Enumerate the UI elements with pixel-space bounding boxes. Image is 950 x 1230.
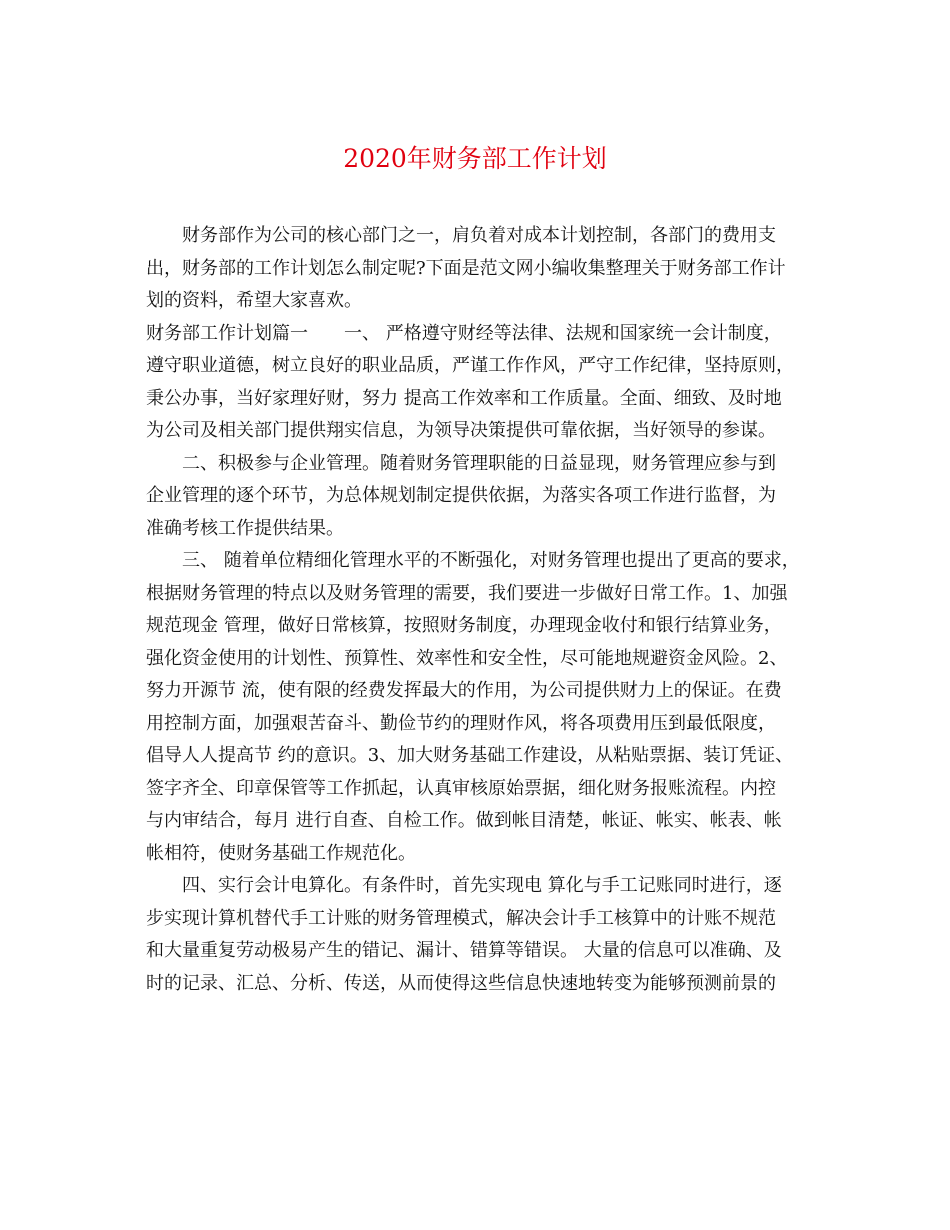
- body-line: 财务部工作计划篇一 一、 严格遵守财经等法律、法规和国家统一会计制度，: [146, 322, 782, 344]
- body-line: 三、 随着单位精细化管理水平的不断强化，对财务管理也提出了更高的要求，: [182, 550, 800, 571]
- body-line: 签字齐全、印章保管等工作抓起，认真审核原始票据，细化财务报账流程。内控: [146, 777, 776, 799]
- body-line: 为公司及相关部门提供翔实信息，为领导决策提供可靠依据，当好领导的参谋。: [146, 420, 776, 441]
- body-line: 企业管理的逐个环节，为总体规划制定提供依据，为落实各项工作进行监督，为: [146, 485, 776, 506]
- body-line: 四、实行会计电算化。有条件时，首先实现电 算化与手工记账同时进行，逐: [182, 875, 782, 896]
- body-line: 时的记录、汇总、分析、传送，从而使得这些信息快速地转变为能够预测前景的: [146, 972, 776, 994]
- body-line: 与内审结合，每月 进行自查、自检工作。做到帐目清楚，帐证、帐实、帐表、帐: [146, 810, 782, 831]
- body-line: 根据财务管理的特点以及财务管理的需要，我们要进一步做好日常工作。1、加强: [146, 582, 788, 604]
- body-line: 划的资料，希望大家喜欢。: [146, 290, 362, 311]
- body-line: 准确考核工作提供结果。: [146, 517, 344, 539]
- body-line: 倡导人人提高节 约的意识。3、加大财务基础工作建设，从粘贴票据、装订凭证、: [146, 745, 794, 766]
- body-line: 用控制方面，加强艰苦奋斗、勤俭节约的理财作风，将各项费用压到最低限度，: [146, 712, 776, 734]
- body-line: 努力开源节 流，使有限的经费发挥最大的作用，为公司提供财力上的保证。在费: [146, 680, 782, 701]
- body-line: 帐相符，使财务基础工作规范化。: [146, 842, 416, 864]
- body-line: 二、积极参与企业管理。随着财务管理职能的日益显现，财务管理应参与到: [182, 452, 776, 474]
- body-line: 规范现金 管理，做好日常核算，按照财务制度，办理现金收付和银行结算业务，: [146, 615, 782, 636]
- body-line: 和大量重复劳动极易产生的错记、漏计、错算等错误。 大量的信息可以准确、及: [146, 940, 782, 961]
- body-line: 财务部作为公司的核心部门之一，肩负着对成本计划控制，各部门的费用支: [182, 225, 776, 246]
- document-title: 2020年财务部工作计划: [343, 144, 607, 173]
- body-line: 出，财务部的工作计划怎么制定呢?下面是范文网小编收集整理关于财务部工作计: [146, 257, 786, 279]
- body-line: 强化资金使用的计划性、预算性、效率性和安全性，尽可能地规避资金风险。2、: [146, 647, 788, 669]
- body-line: 步实现计算机替代手工计账的财务管理模式，解决会计手工核算中的计账不规范: [146, 907, 776, 929]
- body-line: 秉公办事，当好家理好财，努力 提高工作效率和工作质量。全面、细致、及时地: [146, 387, 782, 409]
- document-body: [146, 220, 816, 1000]
- body-line: 遵守职业道德，树立良好的职业品质，严谨工作作风，严守工作纪律，坚持原则，: [146, 355, 794, 376]
